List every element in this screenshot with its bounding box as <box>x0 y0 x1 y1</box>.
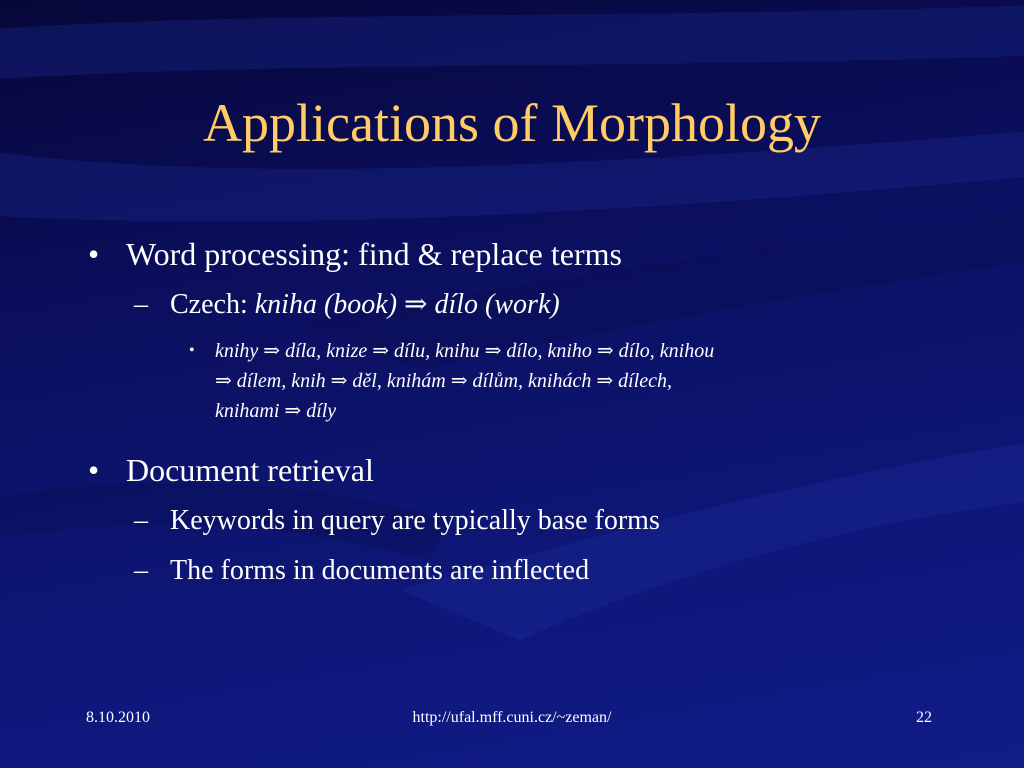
bullet-marker: • <box>88 236 100 272</box>
slide-title: Applications of Morphology <box>203 93 821 153</box>
sub-bullet-text <box>170 288 560 322</box>
sub-bullet-text: Keywords in query are typically base forms <box>170 505 660 536</box>
bullet-marker: • <box>88 452 100 488</box>
forms-text <box>215 336 925 426</box>
forms-line-3: knihami ⇒ díly <box>215 400 337 422</box>
footer-page-number: 22 <box>916 709 932 726</box>
footer-date: 8.10.2010 <box>86 709 150 726</box>
czech-prefix: Czech: <box>170 289 255 320</box>
small-bullet-marker: • <box>189 342 195 359</box>
forms-line-1: knihy ⇒ díla, knize ⇒ dílu, knihu ⇒ dílo, kniho ⇒ dílo, knihou <box>215 340 715 362</box>
bullet-text: Document retrieval <box>126 452 374 488</box>
dash-marker: – <box>134 555 148 586</box>
dash-marker: – <box>134 505 148 536</box>
footer-url <box>0 707 1024 729</box>
dash-marker: – <box>134 289 148 320</box>
forms-line-2: ⇒ dílem, knih ⇒ děl, knihám ⇒ dílům, knihách ⇒ dílech, <box>215 370 672 392</box>
footer-url-text[interactable]: http://ufal.mff.cuni.cz/~zeman/ <box>412 709 612 726</box>
sub-bullet-text: The forms in documents are inflected <box>170 555 590 586</box>
bullet-text: Word processing: find & replace terms <box>126 236 622 272</box>
czech-example: kniha (book) ⇒ dílo (work) <box>254 289 560 320</box>
